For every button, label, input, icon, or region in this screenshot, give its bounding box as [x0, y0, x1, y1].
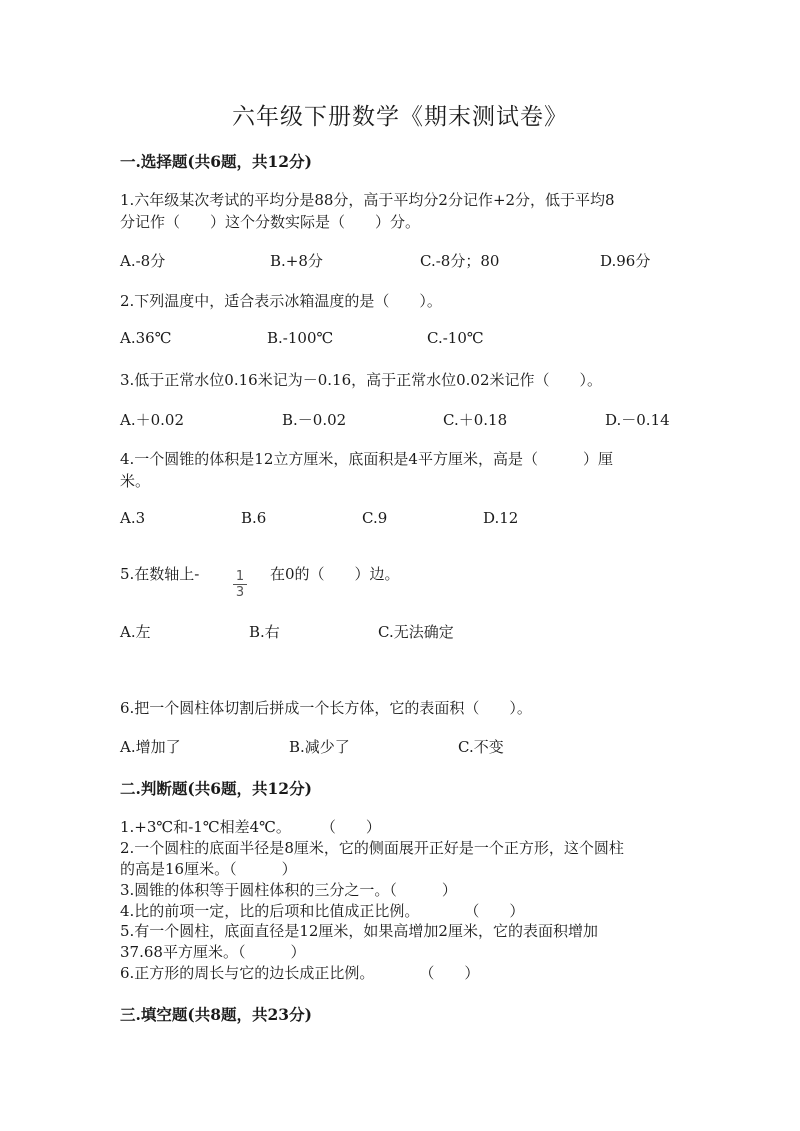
fraction-numerator: 1 — [235, 569, 245, 584]
page-title: 六年级下册数学《期末测试卷》 — [232, 104, 568, 130]
question-3: 3.低于正常水位0.16米记为－0.16，高于正常水位0.02米记作（ ）。 — [120, 371, 603, 389]
question-4-line-2: 米。 — [120, 472, 151, 490]
q5-option-b: B.右 — [249, 623, 280, 641]
q1-option-d: D.96分 — [600, 252, 651, 270]
q1-option-b: B.+8分 — [270, 252, 323, 270]
q3-option-a: A.＋0.02 — [120, 411, 184, 429]
q2-option-b: B.-100℃ — [267, 329, 334, 347]
q4-option-c: C.9 — [362, 509, 388, 527]
tf-line: 的高是16厘米。（ ） — [120, 860, 297, 878]
q3-option-b: B.－0.02 — [282, 411, 347, 429]
q2-option-a: A.36℃ — [120, 329, 172, 347]
q2-option-c: C.-10℃ — [427, 329, 484, 347]
q6-option-b: B.减少了 — [289, 738, 350, 756]
tf-line: 6.正方形的周长与它的边长成正比例。 （ ） — [120, 964, 480, 982]
q1-option-c: C.-8分；80 — [420, 252, 500, 270]
q5-option-a: A.左 — [120, 623, 151, 641]
question-1-line-1: 1.六年级某次考试的平均分是88分，高于平均分2分记作+2分，低于平均8 — [120, 191, 615, 209]
question-2: 2.下列温度中，适合表示冰箱温度的是（ ）。 — [120, 292, 442, 310]
tf-line: 3.圆锥的体积等于圆柱体积的三分之一。（ ） — [120, 881, 457, 899]
question-4-line-1: 4.一个圆锥的体积是12立方厘米，底面积是4平方厘米，高是（ ）厘 — [120, 450, 613, 468]
q4-option-b: B.6 — [241, 509, 267, 527]
tf-line: 4.比的前项一定，比的后项和比值成正比例。 （ ） — [120, 902, 525, 920]
q5-option-c: C.无法确定 — [378, 623, 454, 641]
section-heading-true-false: 二.判断题(共6题，共12分) — [120, 779, 312, 798]
q6-option-a: A.增加了 — [120, 738, 181, 756]
fraction-denominator: 3 — [235, 585, 245, 600]
question-6: 6.把一个圆柱体切割后拼成一个长方体，它的表面积（ ）。 — [120, 699, 532, 717]
section-heading-choice: 一.选择题(共6题，共12分) — [120, 152, 312, 171]
section-heading-fill-blank: 三.填空题(共8题，共23分) — [120, 1005, 312, 1024]
question-5-prefix: 5.在数轴上- — [120, 565, 200, 583]
tf-line: 5.有一个圆柱，底面直径是12厘米，如果高增加2厘米，它的表面积增加 — [120, 922, 598, 940]
question-5-suffix: 在0的（ ）边。 — [270, 565, 400, 583]
q4-option-a: A.3 — [120, 509, 146, 527]
tf-line: 1.+3℃和-1℃相差4℃。 （ ） — [120, 818, 381, 836]
question-1-line-2: 分记作（ ）这个分数实际是（ ）分。 — [120, 213, 421, 231]
tf-line: 37.68平方厘米。（ ） — [120, 943, 306, 961]
tf-line: 2.一个圆柱的底面半径是8厘米，它的侧面展开正好是一个正方形，这个圆柱 — [120, 839, 624, 857]
fraction-one-third — [231, 570, 249, 599]
q4-option-d: D.12 — [483, 509, 519, 527]
q1-option-a: A.-8分 — [120, 252, 166, 270]
q3-option-d: D.－0.14 — [605, 411, 670, 429]
q6-option-c: C.不变 — [458, 738, 504, 756]
q3-option-c: C.＋0.18 — [443, 411, 508, 429]
